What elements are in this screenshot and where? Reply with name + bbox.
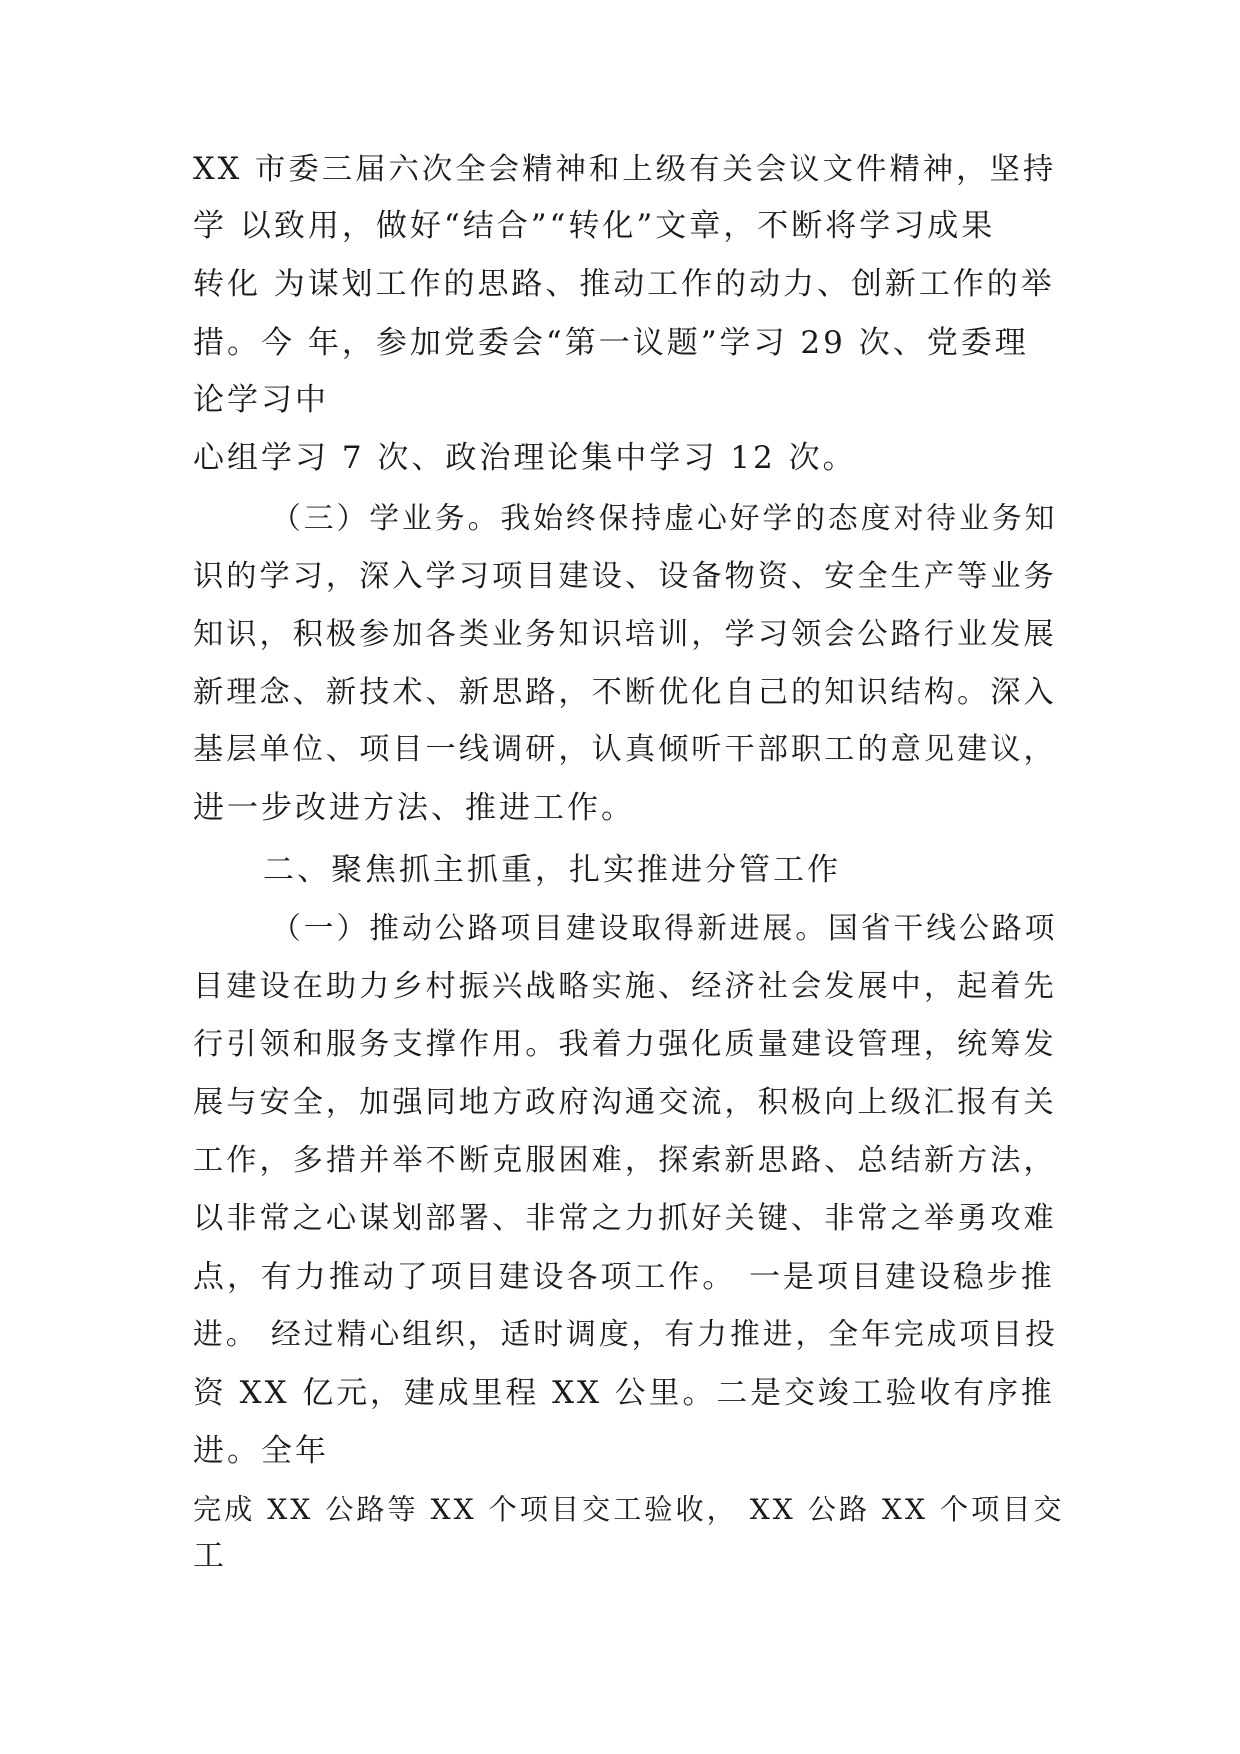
text-line: 完成 XX 公路等 XX 个项目交工验收， XX 公路 XX 个项目交 — [193, 1493, 1065, 1526]
text-line: 论学习中 — [193, 382, 329, 418]
text-line: 心组学习 7 次、政治理论集中学习 12 次。 — [193, 440, 857, 476]
text-line: 识的学习，深入学习项目建设、设备物资、安全生产等业务 — [193, 559, 1057, 594]
section-heading: 二、聚焦抓主抓重，扎实推进分管工作 — [263, 852, 841, 888]
text-line: 以非常之心谋划部署、非常之力抓好关键、非常之举勇攻难 — [193, 1201, 1057, 1236]
text-line: 进。 经过精心组织，适时调度，有力推进，全年完成项目投 — [193, 1317, 1058, 1352]
text-line: 转化 为谋划工作的思路、推动工作的动力、创新工作的举 — [193, 266, 1055, 302]
text-line: 进一步改进方法、推进工作。 — [193, 790, 635, 826]
text-line: 行引领和服务支撑作用。我着力强化质量建设管理，统筹发 — [193, 1027, 1057, 1062]
text-line: 新理念、新技术、新思路，不断优化自己的知识结构。深入 — [193, 675, 1057, 710]
text-line: 工 — [193, 1538, 227, 1574]
text-line: 进。全年 — [193, 1433, 329, 1469]
text-line: 知识，积极参加各类业务知识培训，学习领会公路行业发展 — [193, 617, 1057, 652]
text-line: 基层单位、项目一线调研，认真倾听干部职工的意见建议， — [193, 732, 1057, 767]
text-line: XX 市委三届六次全会精神和上级有关会议文件精神，坚持 — [193, 152, 1057, 187]
paragraph-start-line: （三）学业务。我始终保持虚心好学的态度对待业务知 — [271, 501, 1058, 536]
text-line: 工作，多措并举不断克服困难，探索新思路、总结新方法， — [193, 1143, 1057, 1178]
text-line: 点，有力推动了项目建设各项工作。 一是项目建设稳步推 — [193, 1259, 1055, 1295]
text-line: 资 XX 亿元，建成里程 XX 公里。二是交竣工验收有序推 — [193, 1375, 1055, 1411]
text-line: 展与安全，加强同地方政府沟通交流，积极向上级汇报有关 — [193, 1085, 1057, 1120]
text-line: 措。今 年，参加党委会“第一议题”学习 29 次、党委理 — [193, 325, 1029, 361]
text-line: 学 以致用，做好“结合”“转化”文章，不断将学习成果 — [193, 208, 996, 244]
paragraph-start-line: （一）推动公路项目建设取得新进展。国省干线公路项 — [271, 911, 1058, 946]
text-line: 目建设在助力乡村振兴战略实施、经济社会发展中，起着先 — [193, 969, 1057, 1004]
